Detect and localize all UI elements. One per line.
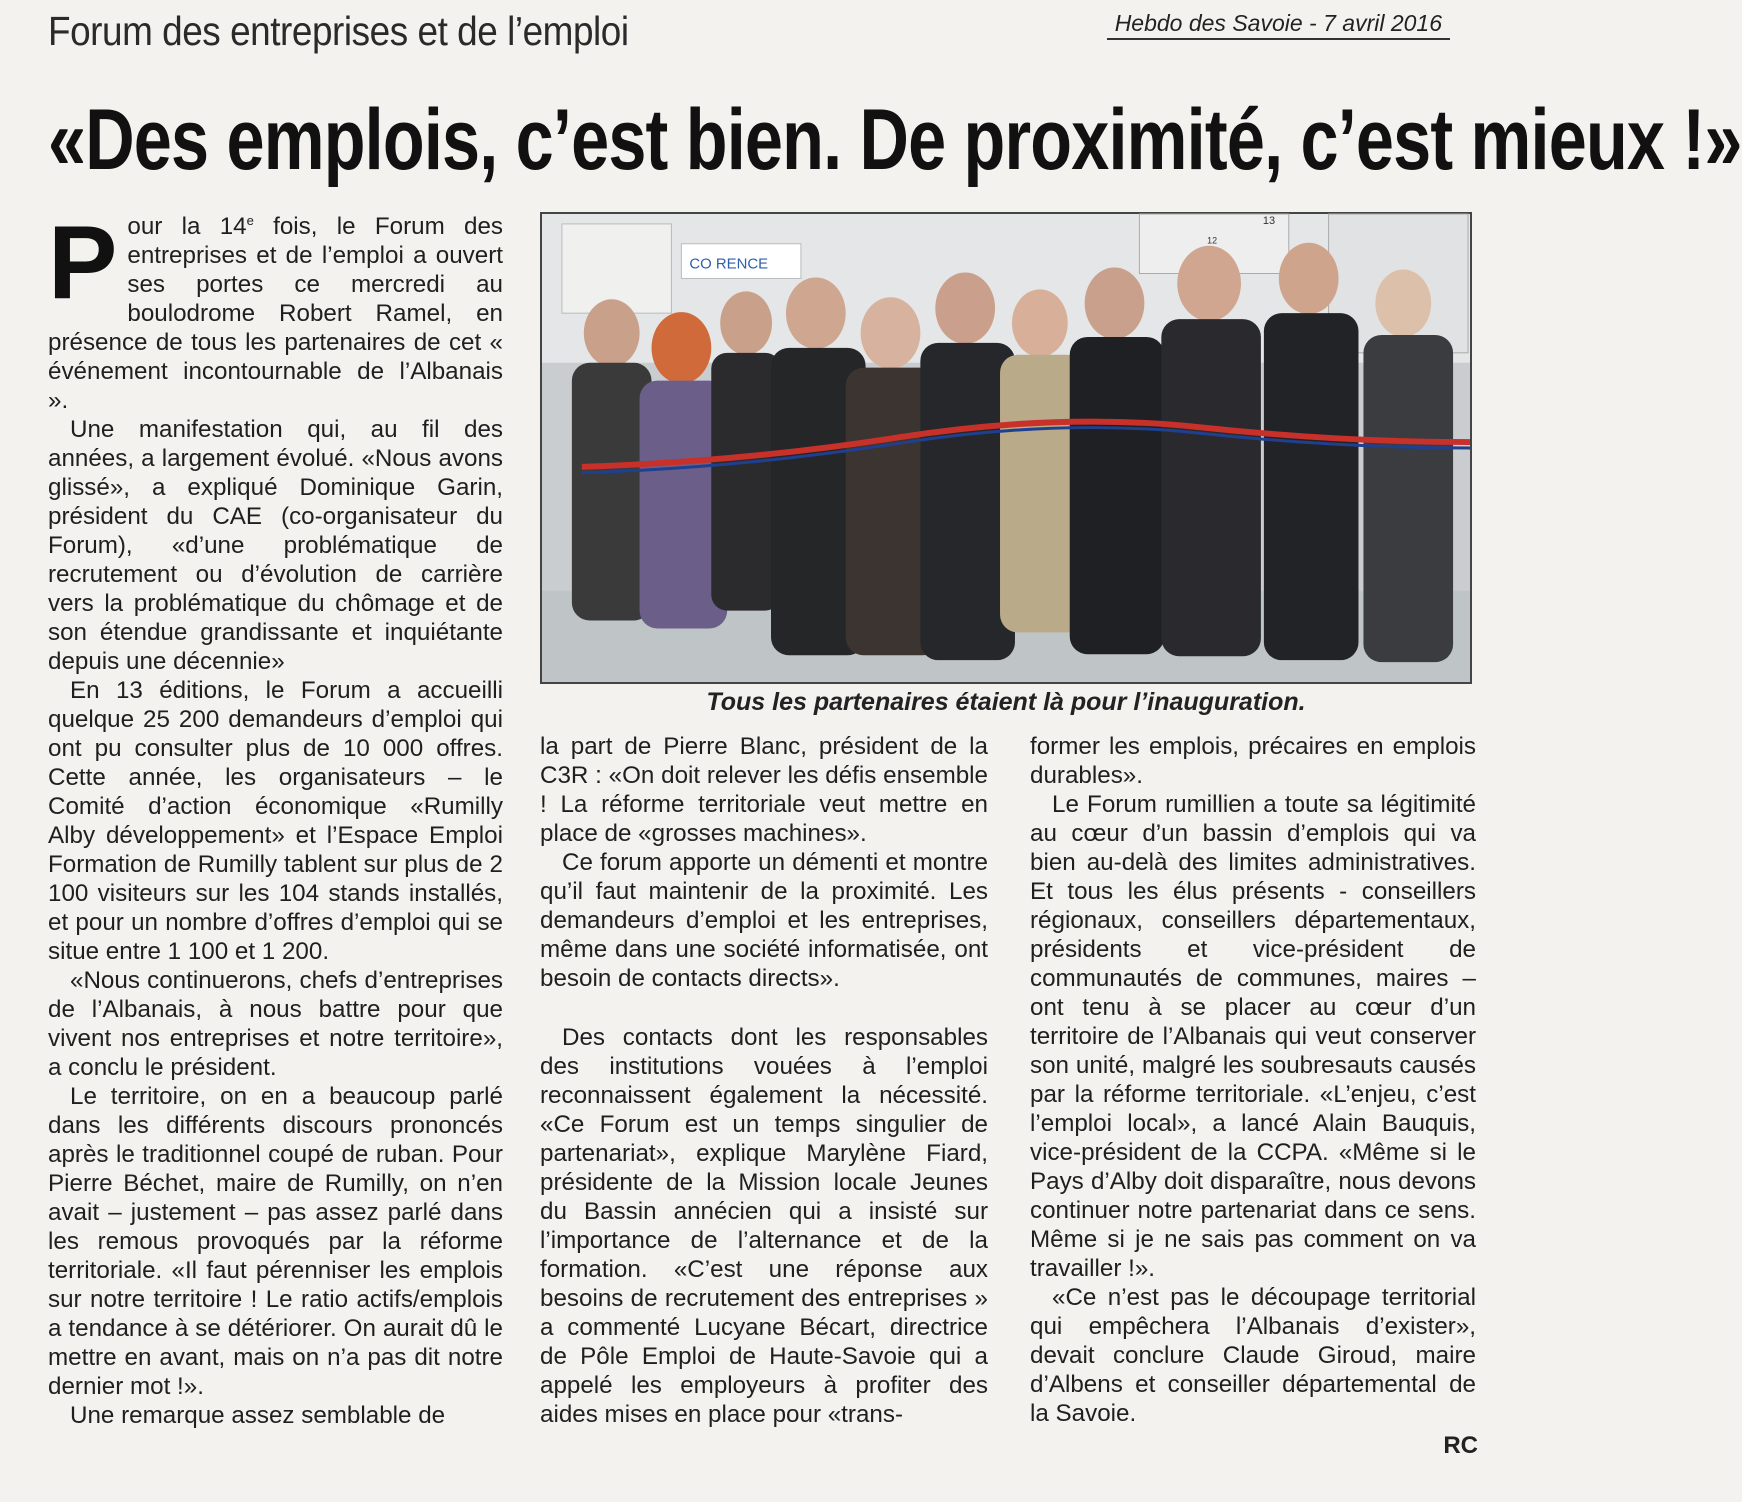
- paragraph-12: «Ce n’est pas le découpage territorial qui empêchera l’Albanais d’exister», devait conclure Claude Giroud, maire d’Albens et conseiller départemental de la Savoie.: [1030, 1284, 1476, 1427]
- paragraph-1: [48, 205, 503, 415]
- paragraph-2: Une manifestation qui, au fil des années, a largement évolué. «Nous avons glissé», a expliqué Dominique Garin, président du CAE (co-organisateur du Forum), «d’une problématique de recrutement ou d’évolution de carrière vers la problématique du chômage et de son étendue grandissante et inquiétante depuis une décennie»: [48, 416, 503, 675]
- ordinal-suffix: e: [246, 212, 254, 228]
- paragraph-8: Ce forum apporte un démenti et montre qu’il faut maintenir de la proximité. Les demandeurs d’emploi et les entreprises, même dans une société informatisée, ont besoin de contacts directs».: [540, 849, 988, 992]
- article-column-3: [1030, 732, 1476, 1428]
- group-photo-illustration: [542, 214, 1470, 682]
- stand-number-12: 12: [1207, 235, 1218, 246]
- paragraph-1-rest: fois, le Forum des entreprises et de l’emploi a ouvert ses portes ce mercredi au boulodrome Robert Ramel, en présence de tous les partenaires de cet « événement incontournable de l’Albanais ».: [48, 213, 503, 414]
- paragraph-7: la part de Pierre Blanc, président de la C3R : «On doit relever les défis ensemble ! La réforme territoriale veut mettre en place de «grosses machines».: [540, 733, 988, 847]
- author-signature: RC: [1443, 1432, 1478, 1459]
- paragraph-5: Le territoire, on en a beaucoup parlé dans les différents discours prononcés après le traditionnel coupé de ruban. Pour Pierre Béchet, maire de Rumilly, on n’en avait – justement – pas assez parlé dans les remous provoqués par la réforme territoriale. «Il faut pérenniser les emplois sur notre territoire ! Le ratio actifs/emplois a tendance à se détériorer. On aurait dû le mettre en avant, mais on n’a pas dit notre dernier mot !».: [48, 1083, 503, 1400]
- paragraph-1-start: our la 14: [127, 213, 247, 240]
- photo-caption: Tous les partenaires étaient là pour l’inauguration.: [706, 688, 1306, 716]
- article-headline: «Des emplois, c’est bien. De proximité, c’est mieux !»: [48, 92, 1742, 188]
- stand-number-13: 13: [1262, 214, 1276, 227]
- conference-sign: CO RENCE: [689, 256, 769, 273]
- paragraph-11: Le Forum rumillien a toute sa légitimité au cœur d’un bassin d’emplois qui va bien au-delà des limites administratives. Et tous les élus présents - conseillers régionaux, conseillers départementaux, présidents et vice-président de communautés de communes, maires – ont tenu à se placer au cœur d’un territoire de l’Albanais qui veut conserver son unité, malgré les soubresauts causés par la réforme territoriale. «L’enjeu, c’est l’emploi local», a lancé Alain Bauquis, vice-président de la CCPA. «Même si le Pays d’Alby doit disparaître, nous devons continuer notre partenariat dans ce sens. Même si je ne sais pas comment on va travailler !».: [1030, 791, 1476, 1282]
- drop-cap: P: [48, 205, 118, 321]
- publication-source: Hebdo des Savoie - 7 avril 2016: [1107, 10, 1450, 40]
- article-column-2: [540, 732, 988, 1429]
- paragraph-9: Des contacts dont les responsables des institutions vouées à l’emploi reconnaissent également la nécessité. «Ce Forum est un temps singulier de partenariat», explique Marylène Fiard, présidente de la Mission locale Jeunes du Bassin annécien qui a insisté sur l’importance de l’alternance et de la formation. «C’est une réponse aux besoins de recrutement des entreprises » a commenté Lucyane Bécart, directrice de Pôle Emploi de Haute-Savoie qui a appelé les employeurs à profiter des aides mises en place pour «trans-: [540, 1024, 988, 1428]
- paragraph-6: Une remarque assez semblable de: [70, 1402, 446, 1429]
- paragraph-10: former les emplois, précaires en emplois durables».: [1030, 733, 1476, 789]
- paragraph-4: «Nous continuerons, chefs d’entreprises de l’Albanais, à nous battre pour que vivent nos entreprises et notre territoire», a conclu le président.: [48, 967, 503, 1081]
- inauguration-photo: [540, 212, 1472, 684]
- section-kicker: Forum des entreprises et de l’emploi: [48, 8, 629, 54]
- paragraph-3: En 13 éditions, le Forum a accueilli quelque 25 200 demandeurs d’emploi qui ont pu consulter plus de 10 000 offres. Cette année, les organisateurs – le Comité d’action économique «Rumilly Alby développement» et l’Espace Emploi Formation de Rumilly tablent sur plus de 2 100 visiteurs sur les 104 stands installés, et pour un nombre d’offres d’emploi qui se situe entre 1 100 et 1 200.: [48, 677, 503, 965]
- article-column-1: [48, 205, 503, 1430]
